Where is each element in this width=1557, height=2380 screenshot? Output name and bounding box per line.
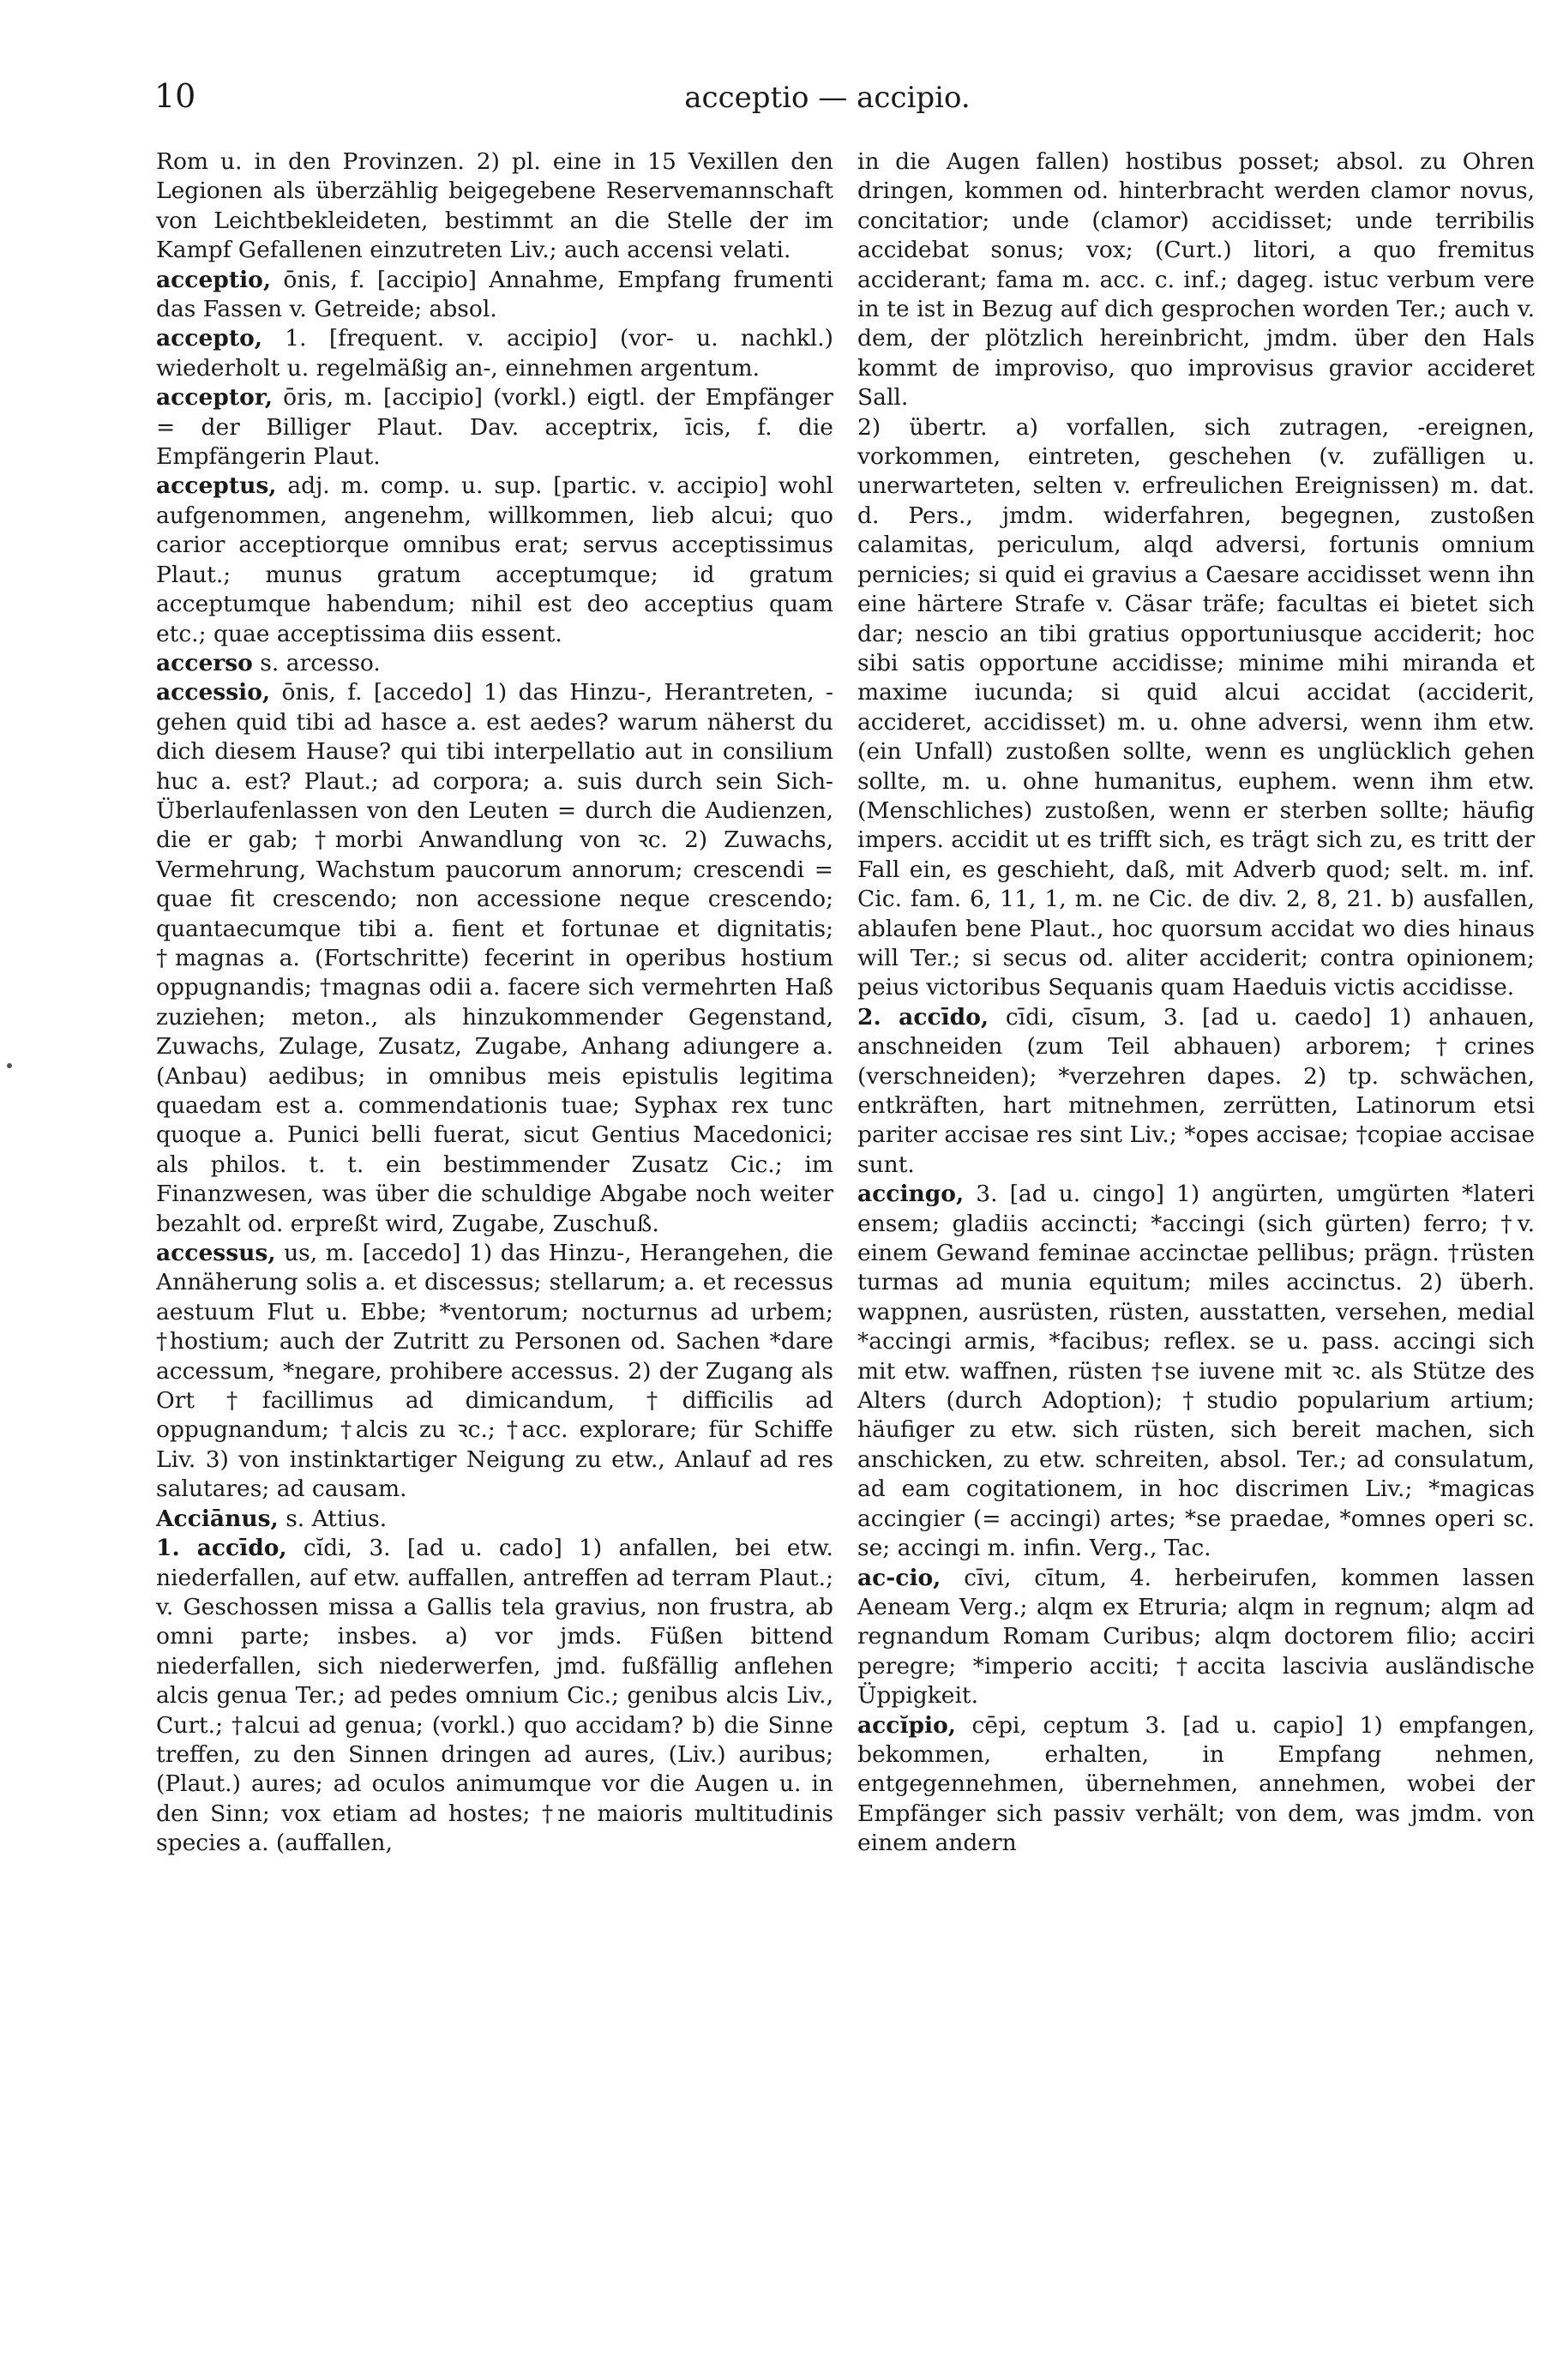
entry-headword: accerso — [156, 649, 253, 676]
entry-headword: acceptio, — [156, 266, 272, 293]
dictionary-entry — [156, 678, 833, 1239]
right-column — [857, 147, 1535, 1859]
entry-text: cīdi, cīsum, 3. [ad u. caedo] 1) anhauen, anschneiden (zum Teil abhauen) arborem; †crines (verschneiden); *verzehren dapes. 2) tp. schwächen, entkräften, hart mitnehmen, zerrütten, Latinorum etsi pariter accisae res sint Liv.; *opes accisae; †copiae accisae sunt. — [857, 1003, 1535, 1178]
entry-headword: accepto, — [156, 325, 262, 352]
entry-headword: accessus, — [156, 1240, 276, 1267]
dictionary-entry — [857, 1180, 1535, 1563]
entry-text: in die Augen fallen) hostibus posset; absol. zu Ohren dringen, kommen od. hinterbracht werden clamor novus, concitatior; unde (clamor) accidisset; unde terribilis accidebat sonus; vox; (Curt.) litori, a quo fremitus acciderant; fama m. acc. c. inf.; dageg. istuc verbum vere in te ist in Bezug auf dich gesprochen worden Ter.; auch v. dem, der plötzlich hereinbricht, jmdm. über den Hals kommt de improviso, quo improvisus gravior accideret Sall. — [857, 148, 1535, 412]
dictionary-entry — [857, 1564, 1535, 1711]
entry-text: us, m. [accedo] 1) das Hinzu-, Herangehen, die Annäherung solis a. et discessus; stellarum; a. et recessus aestuum Flut u. Ebbe; *ventorum; nocturnus ad urbem; †hostium; auch der Zutritt zu Personen od. Sachen *dare accessum, *negare, prohibere accessus. 2) der Zugang als Ort †facillimus ad dimicandum, †difficilis ad oppugnandum; †alcis zu ꝛc.; †acc. explorare; für Schiffe Liv. 3) von instinktartiger Neigung zu etw., Anlauf ad res salutares; ad causam. — [156, 1240, 833, 1503]
entry-headword: ac-cio, — [857, 1564, 941, 1591]
dictionary-entry — [857, 1711, 1535, 1859]
dictionary-entry — [156, 1534, 833, 1858]
entry-headword: accĭpio, — [857, 1711, 957, 1739]
entry-headword: 2. accīdo, — [857, 1003, 989, 1031]
dictionary-entry — [156, 266, 833, 325]
dictionary-entry — [857, 1003, 1535, 1180]
running-head: acceptio — accipio. — [684, 81, 971, 115]
page-number: 10 — [154, 77, 196, 115]
entry-text: ōnis, f. [accipio] Annahme, Empfang frumenti das Fassen v. Getreide; absol. — [156, 266, 833, 323]
page-header — [154, 77, 1500, 129]
entry-text: cēpi, ceptum 3. [ad u. capio] 1) empfangen, bekommen, erhalten, in Empfang nehmen, entgegennehmen, übernehmen, annehmen, wobei der Empfänger sich passiv verhält; von dem, was jmdm. von einem andern — [857, 1711, 1535, 1857]
entry-headword: Acciānus, — [156, 1505, 279, 1532]
entry-headword: 1. accīdo, — [156, 1535, 287, 1562]
entry-text: 2) übertr. a) vorfallen, sich zutragen, -ereignen, vorkommen, eintreten, geschehen (v. zufälligen u. unerwarteten, selten v. erfreulichen Ereignissen) m. dat. d. Pers., jmdm. widerfahren, begegnen, zustoßen calamitas, periculum, alqd adversi, fortunis omnium pernicies; si quid ei gravius a Caesare accidisset wenn ihn eine härtere Strafe v. Cäsar träfe; facultas ei bietet sich dar; nescio an tibi gratius opportuniusque acciderit; hoc sibi satis opportune accidisse; minime mihi miranda et maxime iucunda; si quid alcui accidat (acciderit, accideret, accidisset) m. u. ohne adversi, wenn ihm etw. (ein Unfall) zustoßen sollte, wenn es unglücklich gehen sollte, m. u. ohne humanitus, euphem. wenn ihm etw. (Menschliches) zustoßen, wenn er sterben sollte; häufig impers. accidit ut es trifft sich, es trägt sich zu, es tritt der Fall ein, es geschieht, daß, mit Adverb quod; selt. m. inf. Cic. fam. 6, 11, 1, m. ne Cic. de div. 2, 8, 21. b) ausfallen, ablaufen bene Plaut., hoc quorsum accidat wo dies hinaus will Ter.; si secus od. aliter acciderit; contra opinionem; peius victoribus Sequanis quam Haeduis victis accidisse. — [857, 413, 1535, 1001]
entry-text: cĭdi, 3. [ad u. cado] 1) anfallen, bei etw. niederfallen, auf etw. auffallen, antreffen ad terram Plaut.; v. Geschossen missa a Gallis tela gravius, non frustra, ab omni parte; insbes. a) vor jmds. Füßen bittend niederfallen, sich niederwerfen, jmd. fußfällig anflehen alcis genua Ter.; ad pedes omnium Cic.; genibus alcis Liv., Curt.; †alcui ad genua; (vorkl.) quo accidam? b) die Sinne treffen, zu den Sinnen dringen ad aures, (Liv.) auribus; (Plaut.) aures; ad oculos animumque vor die Augen u. in den Sinn; vox etiam ad hostes; †ne maioris multitudinis species a. (auffallen, — [156, 1535, 833, 1857]
dictionary-entry — [857, 147, 1535, 413]
entry-text: s. Attius. — [286, 1505, 388, 1532]
entry-text: cīvi, cītum, 4. herbeirufen, kommen lassen Aeneam Verg.; alqm ex Etruria; alqm in regnum; alqm ad regnandum Romam Curibus; alqm doctorem filio; acciri peregre; *imperio acciti; †accita lascivia ausländische Üppigkeit. — [857, 1564, 1535, 1710]
scan-mark — [7, 1063, 12, 1068]
entry-text: 1. [frequent. v. accipio] (vor- u. nachkl.) wiederholt u. regelmäßig an-, einnehmen argentum. — [156, 325, 833, 382]
entry-text: ōnis, f. [accedo] 1) das Hinzu-, Herantreten, -gehen quid tibi ad hasce a. est aedes? warum näherst du dich diesem Hause? qui tibi interpellatio aut in consilium huc a. est? Plaut.; ad corpora; a. suis durch sein Sich-Überlaufenlassen von den Leuten = durch die Audienzen, die er gab; †morbi Anwandlung von ꝛc. 2) Zuwachs, Vermehrung, Wachstum paucorum annorum; crescendi = quae fit crescendo; non accessione neque crescendo; quantaecumque tibi a. fient et fortunae et dignitatis; †magnas a. (Fortschritte) fecerint in operibus hostium oppugnandis; †magnas odii a. facere sich vermehrten Haß zuziehen; meton., als hinzukommender Gegenstand, Zuwachs, Zulage, Zusatz, Zugabe, Anhang adiungere a. (Anbau) aedibus; in omnibus meis epistulis legitima quaedam est a. commendationis tuae; Syphax rex tunc quoque a. Punici belli fuerat, sicut Gentius Macedonici; als philos. t. t. ein bestimmender Zusatz Cic.; im Finanzwesen, was über die schuldige Abgabe noch weiter bezahlt od. erpreßt wird, Zugabe, Zuschuß. — [156, 679, 833, 1237]
entry-headword: accessio, — [156, 679, 271, 706]
dictionary-entry — [857, 413, 1535, 1003]
entry-headword: accingo, — [857, 1181, 965, 1208]
entry-text: ōris, m. [accipio] (vorkl.) eigtl. der Empfänger = der Billiger Plaut. Dav. acceptrix, īcis, f. die Empfängerin Plaut. — [156, 384, 833, 471]
dictionary-entry — [156, 383, 833, 472]
entry-headword: acceptor, — [156, 384, 274, 412]
dictionary-entry — [156, 1239, 833, 1505]
entry-text: s. arcesso. — [260, 649, 381, 676]
entry-headword: acceptus, — [156, 472, 277, 500]
entry-text: 3. [ad u. cingo] 1) angürten, umgürten *lateri ensem; gladiis accincti; *accingi (sich gürten) ferro; †v. einem Gewand feminae accinctae pellibus; prägn. †rüsten turmas ad munia equitum; miles accinctus. 2) überh. wappnen, ausrüsten, rüsten, ausstatten, versehen, medial *accingi armis, *facibus; reflex. se u. pass. accingi sich mit etw. waffnen, rüsten †se iuvene mit ꝛc. als Stütze des Alters (durch Adoption); †studio popularium artium; häufiger zu etw. sich rüsten, sich bereit machen, sich anschicken, zu etw. schreiten, absol. Ter.; ad consulatum, ad eam cogitationem, in hoc discrimen Liv.; *magicas accingier (= accingi) artes; *se praedae, *omnes operi sc. se; accingi m. infin. Verg., Tac. — [857, 1181, 1535, 1562]
dictionary-entry — [156, 472, 833, 648]
left-column — [156, 147, 833, 1859]
dictionary-entry — [156, 1505, 833, 1534]
entry-text: Rom u. in den Provinzen. 2) pl. eine in 15 Vexillen den Legionen als überzählig beigegebene Reservemannschaft von Leichtbekleideten, bestimmt an die Stelle der im Kampf Gefallenen einzutreten Liv.; auch accensi velati. — [156, 148, 833, 264]
dictionary-entry — [156, 649, 833, 678]
dictionary-entry — [156, 147, 833, 266]
dictionary-entry — [156, 324, 833, 383]
entry-text: adj. m. comp. u. sup. [partic. v. accipio] wohl aufgenommen, angenehm, willkommen, lieb alcui; quo carior acceptiorque omnibus erat; servus acceptissimus Plaut.; munus gratum acceptumque; id gratum acceptumque habendum; nihil est deo acceptius quam etc.; quae acceptissima diis essent. — [156, 472, 833, 647]
